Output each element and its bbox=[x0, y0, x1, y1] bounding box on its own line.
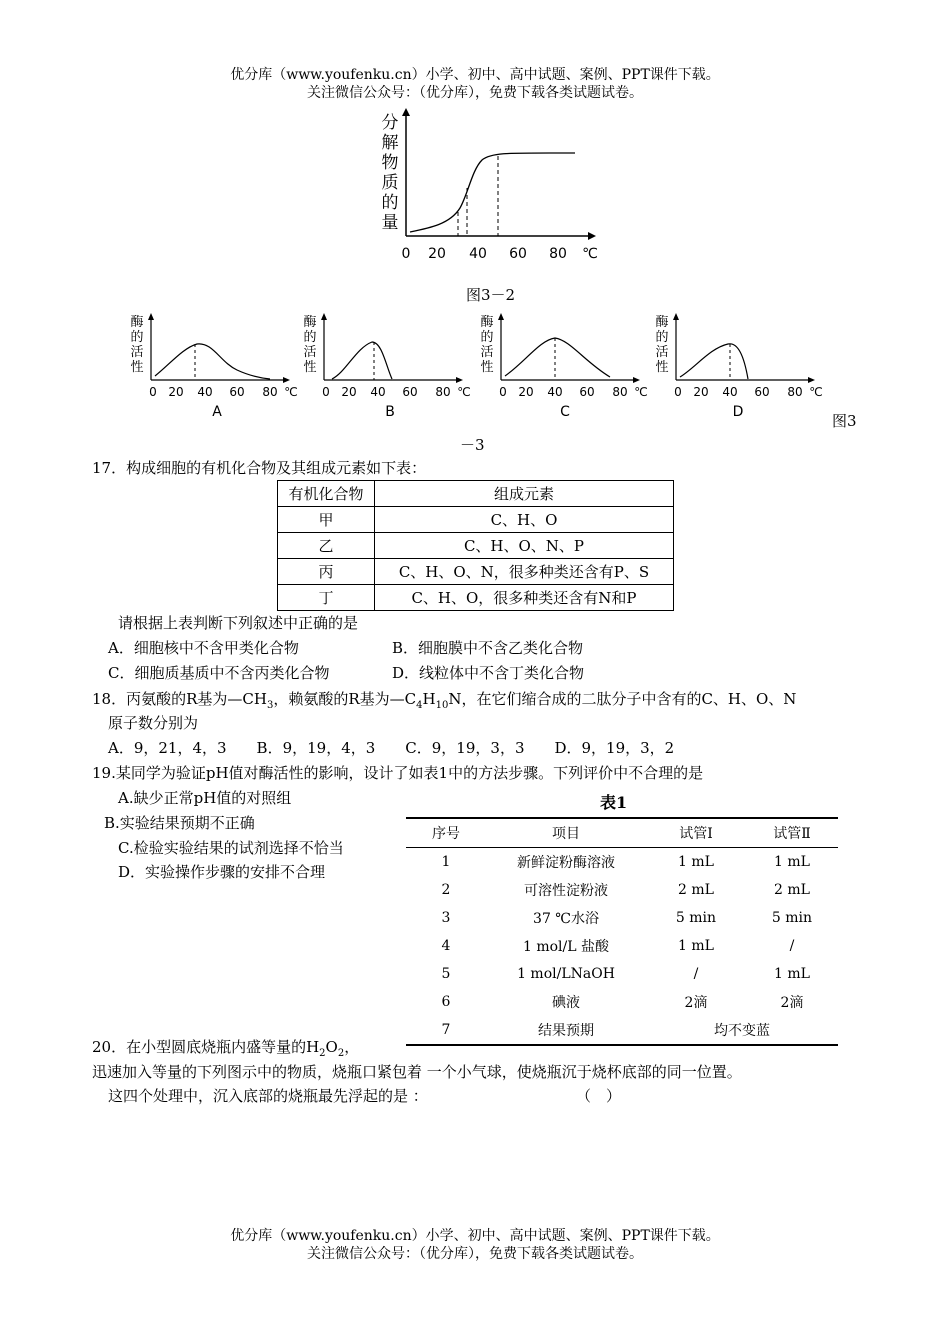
svg-text:酶: 酶 bbox=[655, 315, 669, 330]
q17-option-a: A．细胞核中不含甲类化合物 bbox=[108, 639, 299, 657]
q20-line2: 迅速加入等量的下列图示中的物质，烧瓶口紧包着 一个小气球，使烧瓶沉于烧杯底部的同一位置。 bbox=[92, 1063, 742, 1081]
table-cell: / bbox=[789, 938, 795, 954]
svg-text:0: 0 bbox=[499, 385, 507, 399]
table-row bbox=[278, 481, 674, 507]
table-cell: 3 bbox=[441, 910, 451, 926]
svg-text:酶: 酶 bbox=[480, 315, 494, 330]
fig32-tick: 0 bbox=[401, 246, 411, 262]
fig32-ylabel-char: 质 bbox=[381, 173, 399, 193]
table-cell: 1 mL bbox=[678, 854, 714, 870]
fig32-ylabel-char: 分 bbox=[381, 113, 399, 133]
svg-text:20: 20 bbox=[693, 385, 709, 399]
table-cell: 2滴 bbox=[684, 995, 708, 1011]
svg-text:80: 80 bbox=[612, 385, 628, 399]
table-cell: C、H、O，很多种类还含有N和P bbox=[375, 585, 674, 611]
table-row bbox=[406, 876, 838, 904]
table-header: 序号 bbox=[432, 826, 460, 842]
table-cell: 1 mL bbox=[678, 938, 714, 954]
table-cell: 碘液 bbox=[552, 995, 580, 1011]
table-row bbox=[406, 1016, 838, 1045]
table-row bbox=[278, 585, 674, 611]
svg-text:80: 80 bbox=[262, 385, 278, 399]
fig32-tick: 40 bbox=[469, 246, 487, 262]
table-cell: 1 bbox=[441, 854, 451, 870]
table-row bbox=[278, 507, 674, 533]
q19-stem: 19.某同学为验证pH值对酶活性的影响，设计了如表1中的方法步骤。下列评价中不合理的是 bbox=[92, 764, 704, 782]
table-cell: 1 mL bbox=[774, 854, 810, 870]
svg-text:60: 60 bbox=[754, 385, 770, 399]
svg-text:活: 活 bbox=[303, 345, 317, 360]
svg-text:0: 0 bbox=[322, 385, 330, 399]
fig32-tick: 80 bbox=[549, 246, 567, 262]
q17-option-c: C．细胞质基质中不含丙类化合物 bbox=[108, 664, 330, 682]
q19-option-d: D．实验操作步骤的安排不合理 bbox=[118, 863, 326, 881]
svg-text:60: 60 bbox=[402, 385, 418, 399]
fig33-label-c: C bbox=[560, 404, 570, 420]
fig33-ylabel-char: 性 bbox=[130, 360, 144, 375]
table-header: 试管Ⅰ bbox=[679, 826, 713, 842]
fig33-label-d: D bbox=[732, 404, 744, 420]
fig32-y-arrow bbox=[402, 108, 410, 116]
table-cell: C、H、O bbox=[375, 507, 674, 533]
fig33-label-a: A bbox=[212, 404, 222, 420]
q17-option-d: D．线粒体中不含丁类化合物 bbox=[392, 664, 585, 682]
table-row bbox=[406, 932, 838, 960]
figure-3-3 bbox=[125, 312, 825, 420]
table-row bbox=[278, 533, 674, 559]
svg-text:20: 20 bbox=[341, 385, 357, 399]
fig32-ylabel-char: 的 bbox=[381, 193, 399, 213]
fig33-ylabel-char: 酶 bbox=[130, 315, 144, 330]
table-cell: 5 min bbox=[771, 910, 813, 926]
table-row bbox=[406, 960, 838, 988]
svg-text:40: 40 bbox=[370, 385, 386, 399]
table-cell: 1 mol/L 盐酸 bbox=[522, 939, 609, 955]
svg-text:80: 80 bbox=[435, 385, 451, 399]
q17-table bbox=[277, 480, 674, 611]
table-header: 项目 bbox=[552, 826, 580, 842]
fig33-caption-2: －3 bbox=[460, 436, 485, 454]
q20-stem: 20．在小型圆底烧瓶内盛等量的$H_2O_2$， bbox=[92, 1038, 360, 1059]
q19-option-a: A.缺少正常pH值的对照组 bbox=[118, 789, 292, 807]
svg-text:0: 0 bbox=[674, 385, 682, 399]
svg-text:℃: ℃ bbox=[284, 385, 298, 399]
svg-text:60: 60 bbox=[229, 385, 245, 399]
table-cell: 1 mol/LNaOH bbox=[517, 966, 615, 982]
table-cell: 4 bbox=[441, 938, 451, 954]
fig33-curve-c bbox=[505, 338, 610, 377]
table-header: 有机化合物 bbox=[278, 481, 375, 507]
table-cell: C、H、O、N，很多种类还含有P、S bbox=[375, 559, 674, 585]
table1 bbox=[406, 817, 838, 1046]
table1-title: 表1 bbox=[600, 793, 628, 812]
svg-text:性: 性 bbox=[303, 360, 317, 375]
svg-text:℃: ℃ bbox=[457, 385, 471, 399]
svg-text:的: 的 bbox=[655, 330, 669, 345]
table-cell: 6 bbox=[441, 994, 451, 1010]
svg-text:活: 活 bbox=[480, 345, 494, 360]
figure-3-2 bbox=[370, 108, 610, 268]
fig33-panel-a bbox=[130, 313, 297, 420]
table-row bbox=[406, 904, 838, 932]
table-row bbox=[406, 818, 838, 848]
fig32-curve bbox=[410, 153, 575, 232]
table-cell: / bbox=[693, 966, 699, 982]
svg-text:℃: ℃ bbox=[634, 385, 648, 399]
fig32-ylabel bbox=[382, 113, 399, 233]
table-cell: 5 min bbox=[675, 910, 717, 926]
svg-text:的: 的 bbox=[303, 330, 317, 345]
q18-stem: 18．丙氨酸的R基为$—CH_3$，赖氨酸的R基为$—C_4H_{10}N$，在它们缩合成的二肽分子中含有的C、H、O、N bbox=[92, 690, 797, 711]
fig32-ylabel-char: 解 bbox=[381, 133, 399, 153]
header-line-2: 关注微信公众号：（优分库），免费下载各类试题试卷。 bbox=[307, 85, 643, 101]
svg-text:20: 20 bbox=[518, 385, 534, 399]
svg-text:0: 0 bbox=[149, 385, 157, 399]
table-cell: 均不变蓝 bbox=[714, 1023, 770, 1039]
svg-text:40: 40 bbox=[197, 385, 213, 399]
fig33-caption-1: 图3 bbox=[832, 412, 857, 430]
footer-line-1: 优分库（www.youfenku.cn）小学、初中、高中试题、案例、PPT课件下载。 bbox=[230, 1228, 720, 1244]
table-row bbox=[406, 848, 838, 877]
fig33-panel-c bbox=[480, 313, 647, 420]
table-cell: 2 mL bbox=[678, 882, 714, 898]
table-cell: 可溶性淀粉液 bbox=[524, 883, 608, 899]
svg-text:性: 性 bbox=[480, 360, 494, 375]
q20-line3: 这四个处理中，沉入底部的烧瓶最先浮起的是 ： bbox=[108, 1087, 428, 1105]
q17-option-b: B．细胞膜中不含乙类化合物 bbox=[392, 639, 584, 657]
table-cell: 2 mL bbox=[774, 882, 810, 898]
fig32-tick: 60 bbox=[509, 246, 527, 262]
fig32-tick: 20 bbox=[428, 246, 446, 262]
fig33-label-b: B bbox=[385, 404, 395, 420]
fig32-x-arrow bbox=[588, 232, 596, 240]
svg-text:40: 40 bbox=[547, 385, 563, 399]
table-cell: 丙 bbox=[278, 559, 375, 585]
q17-prompt: 请根据上表判断下列叙述中正确的是 bbox=[118, 614, 359, 632]
svg-text:60: 60 bbox=[579, 385, 595, 399]
fig33-ylabel-char: 活 bbox=[130, 345, 144, 360]
table-header: 试管Ⅱ bbox=[773, 826, 811, 842]
table-row bbox=[406, 988, 838, 1016]
fig32-unit: ℃ bbox=[582, 246, 598, 262]
svg-text:20: 20 bbox=[168, 385, 184, 399]
svg-text:酶: 酶 bbox=[303, 315, 317, 330]
svg-text:性: 性 bbox=[655, 360, 669, 375]
svg-text:40: 40 bbox=[722, 385, 738, 399]
header-line-1: 优分库（www.youfenku.cn）小学、初中、高中试题、案例、PPT课件下载。 bbox=[230, 67, 720, 83]
table-cell: 甲 bbox=[278, 507, 375, 533]
q17-stem: 17．构成细胞的有机化合物及其组成元素如下表： bbox=[92, 459, 427, 477]
table-header: 组成元素 bbox=[375, 481, 674, 507]
table-cell: C、H、O、N、P bbox=[375, 533, 674, 559]
svg-text:℃: ℃ bbox=[809, 385, 823, 399]
fig33-curve-a bbox=[155, 344, 270, 379]
svg-text:活: 活 bbox=[655, 345, 669, 360]
svg-text:80: 80 bbox=[787, 385, 803, 399]
table-cell: 结果预期 bbox=[538, 1023, 594, 1039]
table-cell: 新鲜淀粉酶溶液 bbox=[517, 855, 615, 871]
fig32-ylabel-char: 物 bbox=[381, 153, 399, 173]
table-cell: 2滴 bbox=[780, 995, 804, 1011]
table-row bbox=[278, 559, 674, 585]
q19-option-c: C.检验实验结果的试剂选择不恰当 bbox=[118, 839, 344, 857]
q18-options: A．9，21，4，3 B．9，19，4，3 C．9，19，3，3 D．9，19，3，2 bbox=[108, 739, 675, 757]
table-cell: 1 mL bbox=[774, 966, 810, 982]
fig33-panel-b bbox=[303, 313, 470, 420]
fig33-curve-d bbox=[680, 344, 748, 379]
svg-text:的: 的 bbox=[480, 330, 494, 345]
fig33-ylabel-char: 的 bbox=[130, 330, 144, 345]
table-cell: 乙 bbox=[278, 533, 375, 559]
fig33-curve-b bbox=[332, 342, 392, 379]
fig32-caption: 图3－2 bbox=[466, 286, 516, 304]
table-cell: 7 bbox=[441, 1022, 451, 1038]
fig33-panel-d bbox=[655, 313, 822, 420]
table-cell: 丁 bbox=[278, 585, 375, 611]
q19-option-b: B.实验结果预期不正确 bbox=[104, 814, 255, 832]
table-cell: 2 bbox=[441, 882, 451, 898]
q18-stem-line2: 原子数分别为 bbox=[108, 714, 199, 732]
table-cell: 5 bbox=[441, 966, 451, 982]
table-cell: 37 ℃水浴 bbox=[533, 911, 599, 927]
footer-line-2: 关注微信公众号：（优分库），免费下载各类试题试卷。 bbox=[307, 1246, 643, 1262]
fig32-ylabel-char: 量 bbox=[381, 213, 399, 233]
q20-answer-blank: （ ） bbox=[576, 1087, 622, 1105]
